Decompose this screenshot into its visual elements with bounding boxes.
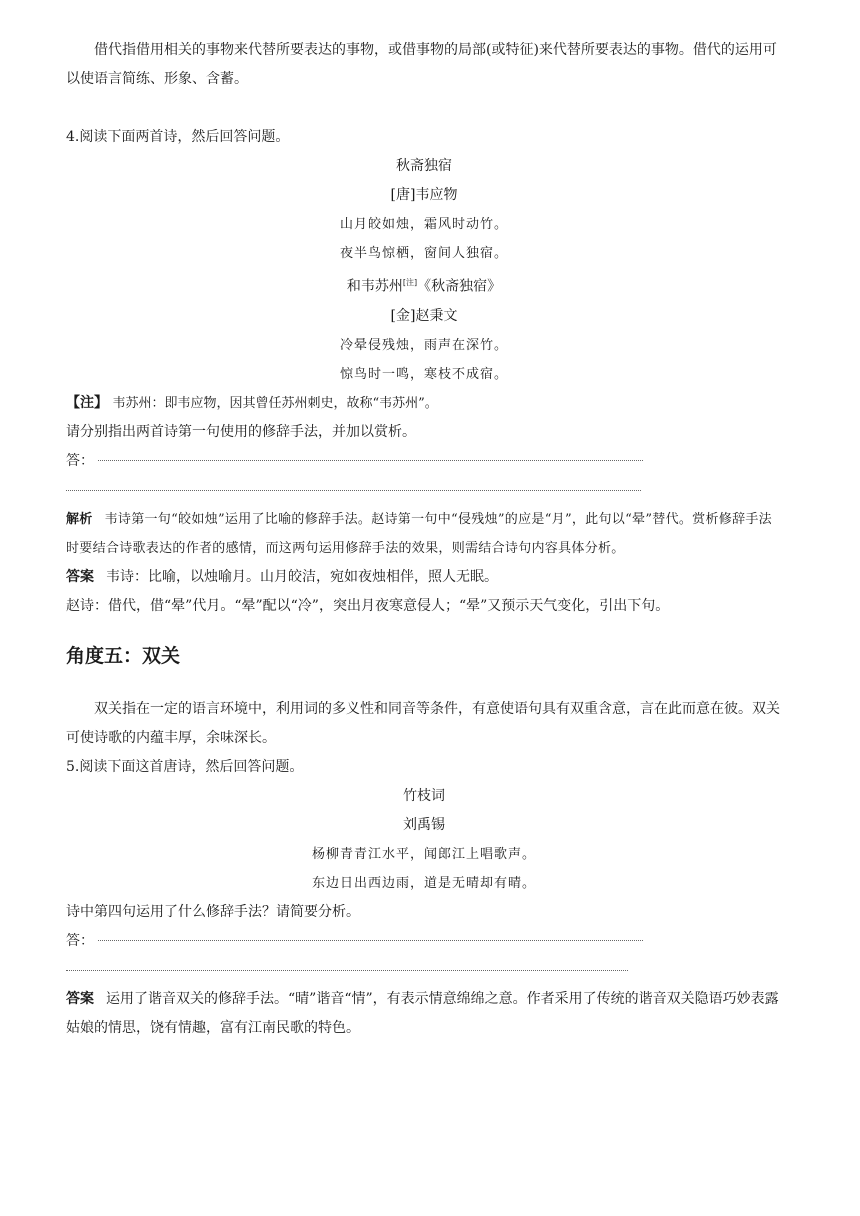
q4-analysis <box>66 505 782 563</box>
poem2-title-a: 和韦苏州 <box>346 278 403 295</box>
analysis-label: 解析 <box>66 511 93 527</box>
poem3-line-1: 杨柳青青江水平，闻郎江上唱歌声。 <box>311 846 536 862</box>
poem1-author: [唐]韦应物 <box>390 187 458 203</box>
answer-blank[interactable] <box>66 490 641 491</box>
poem3-title: 竹枝词 <box>403 787 445 804</box>
q5-answer-line-1[interactable] <box>66 927 782 956</box>
poem3-author: 刘禹锡 <box>403 816 445 833</box>
note-label: 【注】 <box>66 394 108 411</box>
section-heading: 角度五：双关 <box>66 644 181 667</box>
answer-blank[interactable] <box>98 459 643 461</box>
q4-note <box>66 389 782 418</box>
poem3-line-2: 东边日出西边雨，道是无晴却有晴。 <box>311 875 536 891</box>
q4-key-1 <box>66 563 782 592</box>
poem1-title: 秋斋独宿 <box>396 158 452 174</box>
poem2-author: [金]赵秉文 <box>390 307 458 324</box>
poem2-line-1: 冷晕侵残烛，雨声在深竹。 <box>339 337 508 353</box>
answer-blank[interactable] <box>98 939 643 941</box>
q4-question: 请分别指出两首诗第一句使用的修辞手法，并加以赏析。 <box>66 423 416 440</box>
poem1-line-2: 夜半鸟惊栖，窗间人独宿。 <box>339 246 508 261</box>
poem2-title-b: 《秋斋独宿》 <box>417 278 502 295</box>
answer-blank[interactable] <box>66 970 628 971</box>
poem2-note-mark: [注] <box>402 278 418 287</box>
spacer <box>66 94 782 123</box>
analysis-text: 韦诗第一句“皎如烛”运用了比喻的修辞手法。赵诗第一句中“侵残烛”的应是“月”，此句以“晕”替代。赏析修辞手法时要结合诗歌表达的作者的感情，而这两句运用修辞手法的效果，则需结合诗句内容具体分析。 <box>66 511 772 556</box>
q5-key <box>66 985 782 1043</box>
spacer <box>66 621 782 641</box>
poem2-line-2: 惊鸟时一鸣，寒枝不成宿。 <box>339 366 508 382</box>
q4-answer-line-2[interactable] <box>66 476 782 505</box>
document-page <box>66 36 782 1043</box>
key-label: 答案 <box>66 568 94 585</box>
metonymy-definition: 借代指借用相关的事物来代替所要表达的事物，或借事物的局部(或特征)来代替所要表达的事物。借代的运用可以使语言简练、形象、含蓄。 <box>66 42 777 87</box>
key-label: 答案 <box>66 990 94 1007</box>
pun-definition: 双关指在一定的语言环境中，利用词的多义性和同音等条件，有意使语句具有双重含意，言在此而意在彼。双关可使诗歌的内蕴丰厚，余味深长。 <box>66 700 780 746</box>
poem1-line-1: 山月皎如烛，霜风时动竹。 <box>339 217 508 232</box>
q5-prompt: 5.阅读下面这首唐诗，然后回答问题。 <box>66 758 304 775</box>
note-text: 韦苏州：即韦应物，因其曾任苏州刺史，故称“韦苏州”。 <box>112 395 438 411</box>
q4-key-2: 赵诗：借代，借“晕”代月。“晕”配以“冷”，突出月夜寒意侵人；“晕”又预示天气变化，引出下句。 <box>66 597 670 614</box>
poem2-title <box>66 268 782 302</box>
q4-answer-line-1[interactable] <box>66 447 782 476</box>
q5-answer-line-2[interactable] <box>66 956 782 985</box>
key-text-1: 韦诗：比喻，以烛喻月。山月皎洁，宛如夜烛相伴，照人无眠。 <box>106 568 498 585</box>
q5-question: 诗中第四句运用了什么修辞手法？请简要分析。 <box>66 903 360 920</box>
key-text: 运用了谐音双关的修辞手法。“晴”谐音“情”，有表示情意绵绵之意。作者采用了传统的谐音双关隐语巧妙表露姑娘的情思，饶有情趣，富有江南民歌的特色。 <box>66 990 779 1036</box>
answer-label: 答： <box>66 452 94 469</box>
q4-prompt: 4.阅读下面两首诗，然后回答问题。 <box>66 129 290 145</box>
answer-label: 答： <box>66 932 94 949</box>
spacer <box>66 671 782 695</box>
